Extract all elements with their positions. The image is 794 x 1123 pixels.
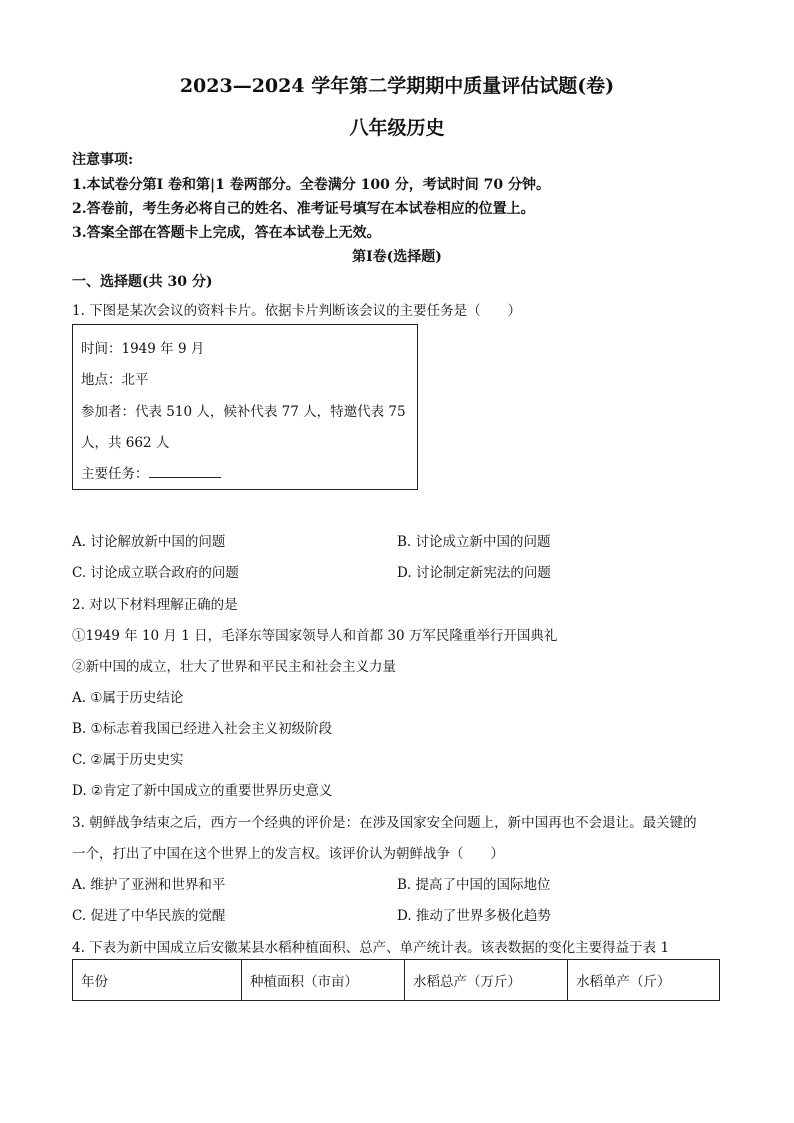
card-time: 时间：1949 年 9 月	[81, 341, 205, 357]
table-header-cell: 种植面积（市亩）	[242, 960, 405, 1001]
notice-item-3: 3.答案全部在答题卡上完成，答在本试卷上无效。	[72, 225, 381, 241]
q1-option-b: B. 讨论成立新中国的问题	[397, 534, 551, 550]
notice-item-2: 2.答卷前，考生务必将自己的姓名、准考证号填写在本试卷相应的位置上。	[72, 201, 535, 217]
card-place: 地点：北平	[81, 372, 149, 388]
card-attendees-line2: 人，共 662 人	[81, 435, 170, 451]
q2-material-2: ②新中国的成立，壮大了世界和平民主和社会主义力量	[72, 659, 396, 675]
q3-option-d: D. 推动了世界多极化趋势	[397, 908, 551, 924]
exam-subtitle: 八年级历史	[349, 117, 445, 139]
table-header-cell: 水稻总产（万斤）	[405, 960, 568, 1001]
q3-option-a: A. 维护了亚洲和世界和平	[72, 877, 226, 893]
notice-item-1: 1.本试卷分第Ⅰ 卷和第|1 卷两部分。全卷满分 100 分，考试时间 70 分钟。	[72, 177, 550, 193]
q2-option-d: D. ②肯定了新中国成立的重要世界历史意义	[72, 783, 333, 799]
q1-option-d: D. 讨论制定新宪法的问题	[397, 565, 551, 581]
table-header-row	[73, 960, 720, 1001]
card-task-blank	[149, 464, 221, 478]
q1-stem: 1. 下图是某次会议的资料卡片。依据卡片判断该会议的主要任务是（ ）	[72, 303, 522, 319]
table-header-cell: 水稻单产（斤）	[568, 960, 720, 1001]
q3-stem-line1: 3. 朝鲜战争结束之后，西方一个经典的评价是：在涉及国家安全问题上，新中国再也不会退让。最关键的	[72, 815, 697, 831]
q1-info-card	[72, 324, 418, 490]
q2-material-1: ①1949 年 10 月 1 日，毛泽东等国家领导人和首都 30 万军民隆重举行开国典礼	[72, 628, 558, 644]
q2-option-b: B. ①标志着我国已经进入社会主义初级阶段	[72, 721, 333, 737]
q1-option-a: A. 讨论解放新中国的问题	[72, 534, 226, 550]
exam-title: 2023—2024 学年第二学期期中质量评估试题(卷)	[179, 75, 615, 97]
card-task-label: 主要任务：	[81, 466, 149, 482]
q1-option-c: C. 讨论成立联合政府的问题	[72, 565, 239, 581]
q3-option-b: B. 提高了中国的国际地位	[397, 877, 551, 893]
section1-heading: 一、选择题(共 30 分)	[72, 274, 213, 290]
q2-stem: 2. 对以下材料理解正确的是	[72, 597, 238, 613]
card-attendees-line1: 参加者：代表 510 人，候补代表 77 人，特邀代表 75	[81, 404, 406, 420]
q4-stem: 4. 下表为新中国成立后安徽某县水稻种植面积、总产、单产统计表。该表数据的变化主要得益于表 1	[72, 940, 670, 956]
notice-heading: 注意事项:	[72, 152, 134, 168]
q3-option-c: C. 促进了中华民族的觉醒	[72, 908, 226, 924]
q4-table	[72, 959, 720, 1001]
table-header-cell: 年份	[73, 960, 242, 1001]
card-task-row	[81, 462, 221, 482]
q2-option-a: A. ①属于历史结论	[72, 690, 184, 706]
part1-title: 第Ⅰ卷(选择题)	[352, 249, 442, 265]
q2-option-c: C. ②属于历史史实	[72, 752, 184, 768]
q3-stem-line2: 一个，打出了中国在这个世界上的发言权。该评价认为朝鲜战争（ ）	[72, 846, 504, 862]
